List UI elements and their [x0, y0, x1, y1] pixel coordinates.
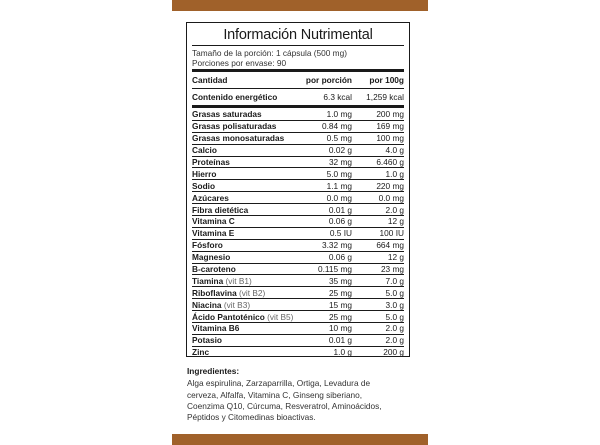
header-per-serving: por porción — [305, 75, 352, 85]
servings-per-container: Porciones por envase: 90 — [192, 58, 287, 68]
nutrient-row — [192, 263, 404, 275]
nutrient-row — [192, 215, 404, 227]
nutrient-name: Niacina — [192, 299, 222, 310]
nutrient-name: Ácido Pantoténico — [192, 311, 265, 322]
nutrient-row — [192, 144, 404, 156]
nutrient-name-cell — [192, 109, 300, 119]
top-accent-bar — [172, 0, 428, 11]
nutrient-name-cell — [192, 335, 300, 345]
nutrient-name-cell — [192, 181, 300, 191]
nutrient-per-100g: 12 g — [387, 252, 404, 263]
nutrient-name: Grasas saturadas — [192, 108, 262, 119]
nutrient-per-serving: 0.06 g — [328, 252, 352, 263]
nutrient-row — [192, 156, 404, 168]
nutrient-row — [192, 108, 404, 120]
energy-row — [192, 88, 404, 105]
energy-label: Contenido energético — [192, 92, 278, 102]
nutrient-per-100g: 7.0 g — [385, 275, 404, 286]
nutrient-name-cell — [192, 240, 300, 250]
nutrient-per-serving: 3.32 mg — [322, 240, 352, 251]
serving-size: Tamaño de la porción: 1 cápsula (500 mg) — [192, 48, 347, 58]
nutrient-name-cell — [192, 323, 300, 333]
nutrient-name: Grasas polisaturadas — [192, 121, 277, 132]
nutrient-name-cell — [192, 228, 300, 238]
bottom-accent-bar — [172, 434, 428, 445]
nutrient-name: Fósforo — [192, 240, 223, 251]
nutrient-name-cell — [192, 276, 300, 286]
nutrient-row — [192, 298, 404, 310]
nutrient-name-cell — [192, 145, 300, 155]
nutrient-per-serving: 0.84 mg — [322, 121, 352, 132]
nutrient-per-serving: 32 mg — [328, 157, 352, 167]
nutrient-per-100g: 0.0 mg — [378, 192, 404, 203]
nutrient-name-cell — [192, 133, 300, 143]
nutrient-row — [192, 120, 404, 132]
energy-per-serving: 6.3 kcal — [323, 92, 352, 102]
nutrient-per-100g: 1.0 g — [385, 168, 404, 179]
nutrient-name: Tiamina — [192, 275, 224, 286]
nutrient-per-100g: 664 mg — [376, 240, 404, 251]
nutrient-row — [192, 227, 404, 239]
nutrient-per-serving: 0.02 g — [328, 145, 352, 156]
nutrient-per-serving: 15 mg — [328, 299, 352, 310]
nutrient-name-cell — [192, 288, 300, 298]
nutrient-per-serving: 1.0 g — [333, 347, 352, 358]
ingredients-section — [187, 366, 427, 423]
nutrient-name-cell — [192, 300, 300, 310]
nutrient-vitamin-note: (vit B2) — [236, 287, 266, 298]
nutrient-name: Calcio — [192, 145, 217, 156]
nutrition-title: Información Nutrimental — [223, 27, 373, 43]
nutrient-name: Vitamina C — [192, 216, 235, 227]
nutrient-name: Magnesio — [192, 252, 231, 263]
header-per-100g: por 100g — [369, 75, 404, 85]
nutrient-name: Riboflavina — [192, 287, 237, 298]
nutrient-name-cell — [192, 193, 300, 203]
nutrient-per-serving: 0.06 g — [328, 216, 352, 227]
nutrient-row — [192, 179, 404, 191]
nutrient-per-100g: 100 IU — [379, 228, 404, 239]
nutrient-per-serving: 1.0 mg — [326, 108, 352, 119]
nutrient-name: Vitamina B6 — [192, 323, 240, 334]
nutrient-per-serving: 0.01 g — [328, 335, 352, 346]
nutrient-row — [192, 191, 404, 203]
nutrient-row — [192, 310, 404, 322]
nutrient-per-serving: 1.1 mg — [326, 180, 352, 191]
table-header — [192, 72, 404, 88]
nutrient-row — [192, 251, 404, 263]
nutrient-row — [192, 132, 404, 144]
nutrient-per-100g: 200 g — [383, 347, 404, 358]
nutrient-per-serving: 35 mg — [328, 275, 352, 286]
nutrient-per-100g: 5.0 g — [385, 311, 404, 322]
nutrient-vitamin-note: (vit B5) — [264, 311, 294, 322]
nutrient-vitamin-note: (vit B3) — [221, 299, 251, 310]
nutrient-per-100g: 200 mg — [376, 108, 404, 119]
ingredients-line: Coenzima Q10, Cúrcuma, Resveratrol, Aminoácidos, — [187, 400, 382, 411]
nutrient-name-cell — [192, 347, 300, 357]
nutrient-per-100g: 6.460 g — [376, 157, 404, 167]
nutrient-name: Zinc — [192, 347, 210, 358]
nutrient-row — [192, 274, 404, 286]
nutrient-per-serving: 0.01 g — [328, 204, 352, 215]
nutrient-name: Proteínas — [192, 157, 230, 167]
ingredients-line: Péptidos y Citomedinas bioactivas. — [187, 412, 316, 423]
nutrient-rows — [192, 108, 404, 358]
ingredients-line: Alga espirulina, Zarzaparrilla, Ortiga, Levadura de — [187, 378, 371, 389]
nutrient-per-100g: 4.0 g — [385, 145, 404, 156]
nutrient-row — [192, 239, 404, 251]
nutrient-row — [192, 346, 404, 358]
nutrient-name-cell — [192, 216, 300, 226]
nutrient-per-100g: 2.0 g — [385, 323, 404, 334]
nutrition-facts-panel — [186, 22, 410, 357]
nutrient-per-serving: 0.0 mg — [326, 192, 352, 203]
nutrient-per-100g: 5.0 g — [385, 287, 404, 298]
nutrient-row — [192, 322, 404, 334]
nutrient-per-100g: 220 mg — [376, 180, 404, 191]
nutrient-per-100g: 23 mg — [380, 264, 404, 275]
nutrient-row — [192, 203, 404, 215]
nutrient-name-cell — [192, 312, 300, 322]
nutrient-per-100g: 3.0 g — [385, 299, 404, 310]
nutrient-per-100g: 169 mg — [376, 121, 404, 132]
nutrient-name-cell — [192, 252, 300, 262]
nutrient-per-serving: 5.0 mg — [326, 168, 352, 179]
nutrient-per-serving: 10 mg — [328, 323, 352, 334]
nutrient-name: Fibra dietética — [192, 204, 249, 215]
nutrient-name: Vitamina E — [192, 228, 235, 239]
nutrient-name: Grasas monosaturadas — [192, 133, 285, 144]
nutrient-name-cell — [192, 169, 300, 179]
nutrient-vitamin-note: (vit B1) — [223, 275, 252, 286]
serving-info — [192, 46, 404, 68]
nutrient-name: Potasio — [192, 335, 222, 346]
header-amount: Cantidad — [192, 75, 228, 85]
nutrient-row — [192, 167, 404, 179]
nutrient-name-cell — [192, 157, 300, 167]
nutrient-name-cell — [192, 205, 300, 215]
nutrient-name: Sodio — [192, 180, 216, 191]
nutrient-per-100g: 100 mg — [376, 133, 404, 144]
nutrient-per-serving: 0.5 mg — [326, 133, 352, 144]
nutrient-per-serving: 25 mg — [328, 287, 352, 298]
nutrient-row — [192, 334, 404, 346]
nutrient-name: B-caroteno — [192, 264, 236, 275]
nutrient-per-100g: 2.0 g — [385, 204, 404, 215]
nutrient-name-cell — [192, 121, 300, 131]
nutrient-name: Hierro — [192, 168, 217, 179]
nutrient-name: Azúcares — [192, 192, 229, 203]
nutrient-per-serving: 0.115 mg — [318, 264, 352, 275]
ingredients-line: cerveza, Alfalfa, Vitamina C, Ginseng siberiano, — [187, 389, 363, 400]
nutrient-per-serving: 0.5 IU — [329, 228, 352, 239]
nutrient-per-serving: 25 mg — [328, 311, 352, 322]
nutrient-row — [192, 286, 404, 298]
ingredients-title: Ingredientes: — [187, 366, 240, 376]
energy-per-100g: 1,259 kcal — [366, 92, 404, 102]
nutrient-per-100g: 12 g — [387, 216, 404, 227]
nutrient-name-cell — [192, 264, 300, 274]
nutrient-per-100g: 2.0 g — [385, 335, 404, 346]
